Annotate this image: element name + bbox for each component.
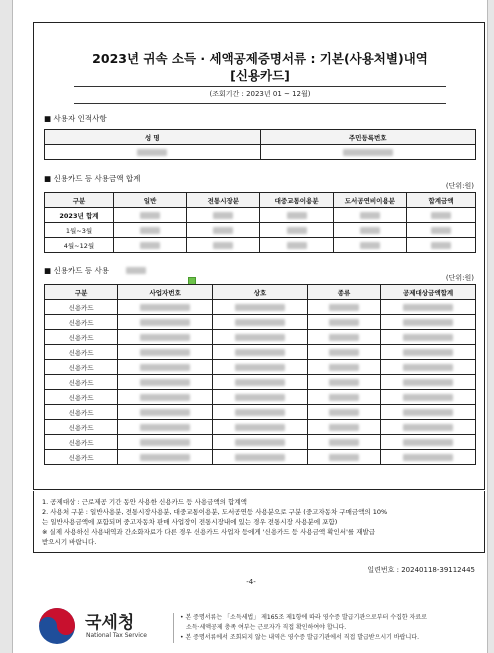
period-divider: [74, 103, 446, 104]
detail-row-label: 신용카드: [45, 420, 118, 435]
masked-cell: [381, 315, 476, 330]
masked-cell: [307, 435, 380, 450]
summary-row-label: 1월~3월: [45, 223, 114, 238]
detail-row: [45, 450, 476, 465]
document-title: 2023년 귀속 소득 · 세액공제증명서류 : 기본(사용처별)내역: [92, 51, 428, 66]
masked-cell: [113, 208, 186, 223]
detail-col-amount: 공제대상금액합계: [381, 285, 476, 300]
detail-row-label: 신용카드: [45, 375, 118, 390]
masked-cell: [213, 420, 308, 435]
detail-row: [45, 360, 476, 375]
summary-row: [45, 238, 476, 253]
masked-cell: [213, 345, 308, 360]
masked-cell: [213, 300, 308, 315]
summary-row: [45, 208, 476, 223]
summary-unit: (단위:원): [445, 182, 474, 190]
masked-cell: [260, 238, 333, 253]
detail-row: [45, 315, 476, 330]
detail-col-type: 종류: [307, 285, 380, 300]
masked-cell: [307, 420, 380, 435]
masked-cell: [381, 420, 476, 435]
masked-cell: [260, 223, 333, 238]
detail-row: [45, 330, 476, 345]
masked-cell: [118, 390, 213, 405]
issue-number: 일련번호 : 20240118-39112445: [367, 566, 475, 574]
detail-row: [45, 420, 476, 435]
document-subtitle: [신용카드]: [230, 68, 290, 83]
masked-cell: [381, 450, 476, 465]
masked-cell: [381, 360, 476, 375]
masked-cell: [260, 208, 333, 223]
detail-row-label: 신용카드: [45, 315, 118, 330]
section-detail-heading: ■ 신용카드 등 사용: [44, 266, 109, 275]
masked-cell: [307, 345, 380, 360]
masked-cell: [307, 450, 380, 465]
detail-row-label: 신용카드: [45, 360, 118, 375]
section-personal-heading: ■ 사용자 인적사항: [44, 114, 107, 123]
name-cell: [45, 145, 261, 160]
detail-col-company: 상호: [213, 285, 308, 300]
page-number: -4-: [246, 578, 256, 586]
notes-box: [33, 491, 485, 553]
masked-cell: [381, 345, 476, 360]
col-name-header: 성 명: [45, 130, 261, 145]
note-line: 받으시기 바랍니다.: [42, 538, 97, 546]
masked-cell: [381, 330, 476, 345]
summary-col-category: 구분: [45, 193, 114, 208]
detail-row: [45, 435, 476, 450]
query-period: (조회기간 : 2023년 01 ~ 12월): [209, 90, 311, 98]
masked-cell: [381, 405, 476, 420]
masked-cell: [213, 390, 308, 405]
footer-note: • 본 증명서류는 「소득세법」 제165조 제1항에 따라 영수증 발급기관으로부터 수집한 자료로: [180, 614, 427, 621]
id-cell: [260, 145, 476, 160]
detail-row: [45, 345, 476, 360]
detail-row: [45, 300, 476, 315]
footer-notice: [173, 613, 479, 643]
detail-row-label: 신용카드: [45, 345, 118, 360]
detail-row-label: 신용카드: [45, 390, 118, 405]
masked-cell: [118, 345, 213, 360]
detail-row-label: 신용카드: [45, 450, 118, 465]
masked-cell: [407, 223, 476, 238]
masked-cell: [381, 435, 476, 450]
note-line: 는 일반사용금액에 포함되며 중고자동차 판매 사업장이 전통시장내에 있는 경우 전통시장 사용분에 포함): [42, 518, 338, 526]
detail-row-label: 신용카드: [45, 405, 118, 420]
masked-cell: [307, 330, 380, 345]
title-divider: [74, 86, 446, 87]
masked-cell: [118, 435, 213, 450]
masked-cell: [187, 238, 260, 253]
masked-cell: [118, 300, 213, 315]
masked-cell: [118, 315, 213, 330]
masked-cell: [407, 208, 476, 223]
detail-table: [44, 284, 476, 465]
col-id-header: 주민등록번호: [260, 130, 476, 145]
note-line: 2. 사용처 구분 : 일반사용분, 전통시장사용분, 대중교통이용분, 도서공연등 사용분으로 구분 (중고자동차 구매금액의 10%: [42, 508, 388, 516]
masked-cell: [213, 360, 308, 375]
summary-row: [45, 223, 476, 238]
nts-logo-icon: [37, 606, 77, 646]
masked-cell: [118, 360, 213, 375]
masked-cell: [307, 300, 380, 315]
masked-cell: [187, 208, 260, 223]
note-line: ※ 실제 사용하신 사용내역과 간소화자료가 다른 경우 신용카드 사업자 등에게 '신용카드 등 사용금액 확인서'를 재발급: [42, 528, 376, 536]
masked-cell: [213, 375, 308, 390]
summary-col-culture: 도서공연비이용분: [333, 193, 406, 208]
masked-cell: [307, 315, 380, 330]
detail-row-label: 신용카드: [45, 435, 118, 450]
masked-cell: [118, 330, 213, 345]
masked-cell: [113, 238, 186, 253]
masked-cell: [381, 390, 476, 405]
masked-cell: [307, 405, 380, 420]
detail-row-label: 신용카드: [45, 300, 118, 315]
masked-cell: [213, 435, 308, 450]
masked-cell: [307, 360, 380, 375]
masked-cell: [213, 450, 308, 465]
detail-row: [45, 390, 476, 405]
personal-info-table: [44, 129, 476, 160]
detail-row-label: 신용카드: [45, 330, 118, 345]
masked-cell: [118, 450, 213, 465]
detail-table-body: [45, 300, 476, 465]
masked-cell: [307, 390, 380, 405]
detail-row: [45, 405, 476, 420]
masked-cell: [333, 238, 406, 253]
summary-col-transit: 대중교통이용분: [260, 193, 333, 208]
masked-cell: [213, 315, 308, 330]
detail-unit: (단위:원): [445, 274, 474, 282]
summary-row-label: 4월~12월: [45, 238, 114, 253]
summary-col-market: 전통시장분: [187, 193, 260, 208]
agency-name-en: National Tax Service: [86, 632, 147, 639]
agency-name-kr: 국세청: [85, 613, 135, 633]
masked-cell: [381, 375, 476, 390]
masked-heading-text: [126, 267, 146, 274]
masked-cell: [307, 375, 380, 390]
detail-col-bizno: 사업자번호: [118, 285, 213, 300]
masked-cell: [407, 238, 476, 253]
masked-cell: [333, 223, 406, 238]
masked-cell: [113, 223, 186, 238]
detail-row: [45, 375, 476, 390]
summary-header-row: [45, 193, 476, 208]
detail-header-row: [45, 285, 476, 300]
masked-cell: [213, 405, 308, 420]
detail-col-category: 구분: [45, 285, 118, 300]
masked-cell: [381, 300, 476, 315]
note-line: 1. 공제대상 : 근로제공 기간 동안 사용한 신용카드 등 사용금액의 합계액: [42, 498, 247, 506]
footer-note: • 본 증명서류에서 조회되지 않는 내역은 영수증 발급기관에서 직접 발급받으시기 바랍니다.: [180, 634, 419, 641]
summary-row-label: 2023년 합계: [45, 208, 114, 223]
summary-table: [44, 192, 476, 253]
masked-cell: [118, 420, 213, 435]
masked-cell: [187, 223, 260, 238]
document-page: [12, 0, 488, 653]
masked-cell: [118, 405, 213, 420]
summary-col-general: 일반: [113, 193, 186, 208]
masked-cell: [118, 375, 213, 390]
summary-col-total: 합계금액: [407, 193, 476, 208]
document-frame: [33, 22, 485, 490]
footer-note: 소득·세액공제 충족 여부는 근로자가 직접 확인하여야 합니다.: [186, 624, 347, 631]
masked-cell: [333, 208, 406, 223]
section-summary-heading: ■ 신용카드 등 사용금액 합계: [44, 174, 141, 183]
masked-cell: [213, 330, 308, 345]
